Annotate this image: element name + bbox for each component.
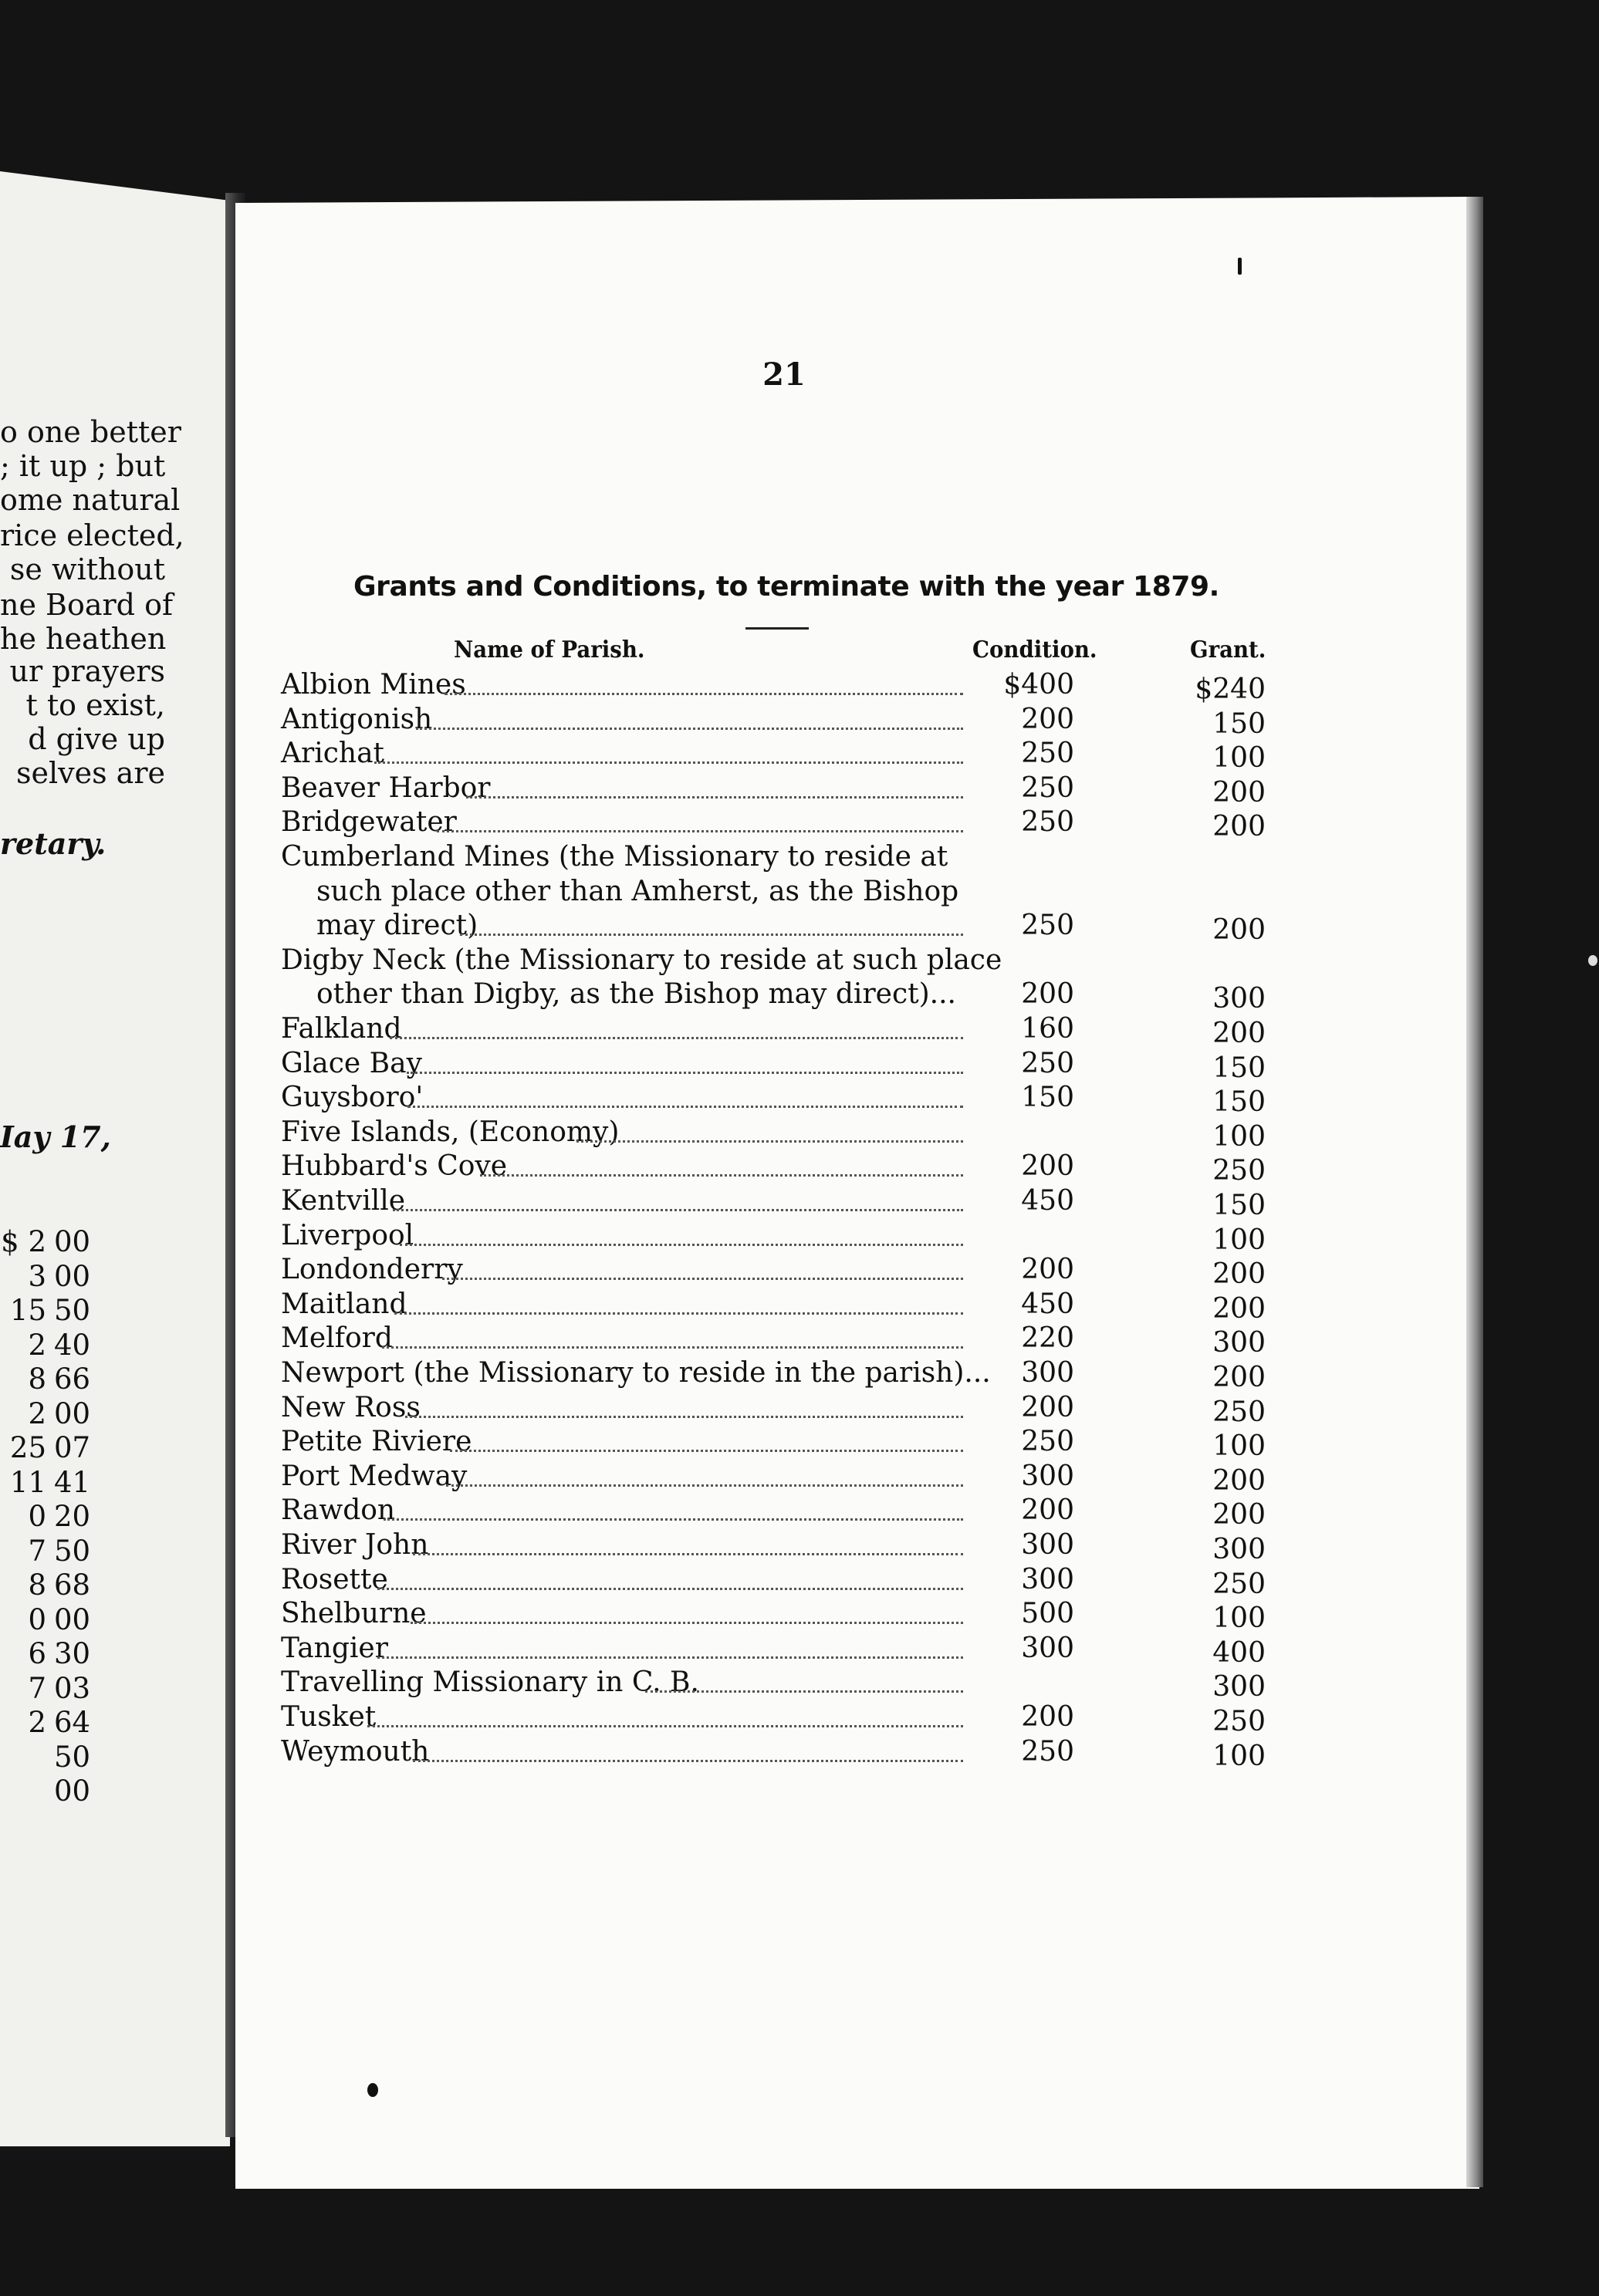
parish-name: Antigonish: [281, 703, 433, 735]
grant-value: 200: [1212, 1258, 1266, 1291]
prev-page-amount-dollars: 3: [28, 1259, 46, 1293]
dot-leader: [382, 1346, 963, 1349]
prev-page-amount-cents: 20: [54, 1500, 91, 1533]
prev-page-amount-dollars: $ 2: [1, 1225, 46, 1258]
prev-page-amount-dollars: 7: [28, 1671, 46, 1705]
grant-value: 400: [1212, 1636, 1266, 1669]
prev-page-signature: retary.: [0, 826, 106, 861]
grant-value: 200: [1212, 914, 1266, 947]
condition-value: 450: [1021, 1288, 1074, 1320]
dot-leader: [576, 1140, 963, 1143]
dot-leader: [416, 728, 963, 730]
dot-leader: [374, 761, 963, 764]
grant-value: 200: [1212, 1464, 1266, 1497]
condition-value: 250: [1021, 1735, 1074, 1768]
dot-leader: [442, 1278, 963, 1280]
dot-leader: [450, 1450, 963, 1452]
dot-leader: [466, 796, 963, 799]
grant-value: 100: [1212, 742, 1266, 775]
prev-page-line: ; it up ; but: [0, 449, 166, 483]
grant-value: 200: [1212, 1362, 1266, 1393]
column-header-grant: Grant.: [1190, 636, 1266, 663]
dot-leader: [446, 1484, 963, 1487]
grant-value: 100: [1212, 1740, 1266, 1772]
dot-leader: [413, 1553, 963, 1555]
prev-page-line: d give up: [28, 722, 165, 756]
parish-name: River John: [281, 1529, 429, 1561]
parish-name: Rosette: [281, 1563, 388, 1595]
prev-page-amount-cents: 07: [54, 1431, 91, 1464]
condition-value: 200: [1021, 703, 1074, 735]
scan-speck: [1238, 258, 1242, 275]
condition-value: 150: [1021, 1082, 1074, 1114]
dot-leader: [394, 1312, 963, 1315]
prev-page-amount-cents: 30: [54, 1637, 91, 1670]
condition-value: 500: [1021, 1598, 1074, 1630]
parish-name: Bridgewater: [281, 806, 457, 839]
prev-page-amount-dollars: 0: [28, 1500, 46, 1533]
title-rule: [745, 627, 809, 630]
condition-value: 200: [1021, 978, 1074, 1011]
parish-name: Rawdon: [281, 1494, 396, 1527]
prev-page-amount-dollars: 2: [28, 1396, 46, 1430]
prev-page-amount-cents: 03: [54, 1671, 91, 1705]
condition-value: 250: [1021, 738, 1074, 770]
grant-value: 200: [1212, 811, 1266, 843]
parish-name: Guysboro': [281, 1082, 424, 1114]
prev-page-amount-dollars: 0: [28, 1602, 46, 1636]
parish-name: New Ross: [281, 1391, 421, 1423]
dot-leader: [407, 1072, 963, 1074]
prev-page-amount-dollars: 6: [28, 1637, 46, 1670]
grant-value: 250: [1212, 1568, 1266, 1600]
dot-leader: [407, 1106, 963, 1108]
parish-name: Tangier: [281, 1632, 388, 1664]
grant-value: 300: [1212, 1671, 1266, 1703]
prev-page-line: t to exist,: [25, 688, 165, 722]
parish-name: may direct): [316, 910, 478, 942]
grant-value: 150: [1212, 707, 1266, 740]
prev-page-amount-cents: 68: [54, 1568, 91, 1602]
prev-page-amount-cents: 00: [54, 1774, 91, 1808]
parish-name: other than Digby, as the Bishop may direct)...: [316, 978, 956, 1011]
prev-page-line: ne Board of: [0, 588, 174, 622]
parish-name: Tusket: [281, 1701, 377, 1733]
prev-page-line: ur prayers: [9, 654, 165, 688]
dot-leader: [393, 1209, 963, 1211]
dot-leader: [480, 1174, 963, 1177]
grant-value: 300: [1212, 983, 1266, 1015]
grant-value: 300: [1212, 1534, 1266, 1565]
prev-page-amount-cents: 66: [54, 1362, 91, 1396]
prev-page-amount-dollars: 11: [9, 1465, 46, 1499]
parish-name: Londonderry: [281, 1254, 463, 1286]
prev-page-amount-cents: 00: [54, 1259, 91, 1293]
column-header-name: Name of Parish.: [454, 636, 645, 663]
page-edge: [1466, 197, 1483, 2187]
parish-name: Digby Neck (the Missionary to reside at such place: [281, 944, 1002, 976]
dot-leader: [377, 1588, 963, 1590]
condition-value: 200: [1021, 1391, 1074, 1423]
dot-leader: [437, 830, 963, 832]
parish-name: Albion Mines: [281, 669, 466, 701]
condition-value: 200: [1021, 1254, 1074, 1286]
scan-speck: [1588, 955, 1597, 966]
page-number: 21: [762, 356, 806, 393]
parish-name: Falkland: [281, 1013, 402, 1045]
parish-name: Shelburne: [281, 1598, 427, 1630]
grant-value: 250: [1212, 1706, 1266, 1737]
prev-page-amount-dollars: 7: [28, 1534, 46, 1568]
condition-value: 200: [1021, 1701, 1074, 1733]
parish-name: Travelling Missionary in C. B.: [281, 1666, 699, 1699]
dot-leader: [405, 1416, 963, 1418]
condition-value: 160: [1021, 1013, 1074, 1045]
prev-page-amount-cents: 50: [54, 1740, 91, 1774]
grant-value: 300: [1212, 1327, 1266, 1359]
grant-value: 250: [1212, 1155, 1266, 1187]
page-sheet: [235, 197, 1479, 2189]
prev-page-amount-cents: 64: [54, 1706, 91, 1739]
parish-name: Kentville: [281, 1185, 406, 1217]
condition-value: 300: [1021, 1632, 1074, 1664]
dot-leader: [390, 1037, 963, 1039]
prev-page-amount-cents: 41: [54, 1465, 91, 1499]
grant-value: $240: [1195, 674, 1266, 705]
prev-page-amount-dollars: 8: [28, 1362, 46, 1396]
grant-value: 100: [1212, 1224, 1266, 1256]
prev-page-line: rice elected,: [0, 518, 184, 552]
parish-name: Port Medway: [281, 1460, 468, 1492]
condition-value: 450: [1021, 1185, 1074, 1217]
parish-name: Cumberland Mines (the Missionary to reside at: [281, 841, 948, 873]
grant-value: 200: [1212, 776, 1266, 809]
column-header-condition: Condition.: [972, 636, 1097, 663]
grant-value: 100: [1212, 1120, 1266, 1153]
condition-value: 300: [1021, 1529, 1074, 1561]
prev-page-amount-dollars: 8: [28, 1568, 46, 1602]
parish-name: Weymouth: [281, 1735, 430, 1768]
dot-leader: [367, 1725, 963, 1727]
condition-value: 250: [1021, 806, 1074, 839]
parish-name: Melford: [281, 1322, 393, 1355]
dot-leader: [460, 934, 963, 936]
prev-page-amount-dollars: 2: [28, 1328, 46, 1362]
condition-value: 200: [1021, 1150, 1074, 1183]
parish-name: Glace Bay: [281, 1047, 422, 1079]
condition-value: $400: [1003, 669, 1074, 701]
table-title: Grants and Conditions, to terminate with the year 1879.: [353, 571, 1219, 603]
prev-page-amount-dollars: 2: [28, 1706, 46, 1739]
prev-page-amount-cents: 50: [54, 1534, 91, 1568]
prev-page-line: selves are: [16, 756, 165, 790]
grant-value: 150: [1212, 1190, 1266, 1221]
grant-value: 200: [1212, 1292, 1266, 1325]
condition-value: 200: [1021, 1494, 1074, 1527]
prev-page-line: he heathen: [0, 622, 167, 656]
condition-value: 220: [1021, 1322, 1074, 1355]
prev-page-date-heading: Iay 17,: [0, 1119, 111, 1154]
parish-name: Liverpool: [281, 1219, 414, 1251]
prev-page-amount-cents: 00: [54, 1396, 91, 1430]
grant-value: 100: [1212, 1602, 1266, 1635]
grant-value: 150: [1212, 1052, 1266, 1084]
parish-name: Maitland: [281, 1288, 407, 1320]
dot-leader: [413, 1760, 963, 1762]
condition-value: 300: [1021, 1563, 1074, 1595]
condition-value: 300: [1021, 1357, 1074, 1389]
condition-value: 300: [1021, 1460, 1074, 1492]
grant-value: 200: [1212, 1499, 1266, 1531]
grant-value: 100: [1212, 1430, 1266, 1463]
dot-leader: [645, 1690, 963, 1693]
condition-value: 250: [1021, 1047, 1074, 1079]
grant-value: 250: [1212, 1396, 1266, 1428]
prev-page-amount-dollars: 15: [9, 1294, 46, 1327]
prev-page-amount-cents: 40: [54, 1328, 91, 1362]
condition-value: 250: [1021, 910, 1074, 942]
dot-leader: [445, 693, 963, 695]
parish-name: Beaver Harbor: [281, 772, 491, 804]
parish-name: Newport (the Missionary to reside in the parish)...: [281, 1357, 991, 1389]
prev-page-amount-cents: 50: [54, 1294, 91, 1327]
prev-page-amount-cents: 00: [54, 1225, 91, 1258]
scan-speck: [367, 2083, 378, 2097]
dot-leader: [411, 1622, 963, 1624]
parish-name: such place other than Amherst, as the Bishop: [316, 875, 959, 907]
dot-leader: [377, 1656, 963, 1659]
condition-value: 250: [1021, 772, 1074, 804]
dot-leader: [384, 1518, 963, 1521]
parish-name: Hubbard's Cove: [281, 1150, 508, 1183]
grant-value: 200: [1212, 1018, 1266, 1049]
parish-name: Petite Riviere: [281, 1426, 472, 1458]
condition-value: 250: [1021, 1426, 1074, 1458]
parish-name: Arichat: [281, 738, 384, 770]
prev-page-amount-dollars: 25: [9, 1431, 46, 1464]
parish-name: Five Islands, (Economy): [281, 1116, 620, 1148]
grant-value: 150: [1212, 1086, 1266, 1119]
prev-page-line: se without: [9, 552, 165, 586]
prev-page-amount-cents: 00: [54, 1602, 91, 1636]
dot-leader: [400, 1244, 963, 1246]
prev-page-line: ome natural: [0, 483, 181, 517]
prev-page-line: o one better: [0, 415, 181, 449]
